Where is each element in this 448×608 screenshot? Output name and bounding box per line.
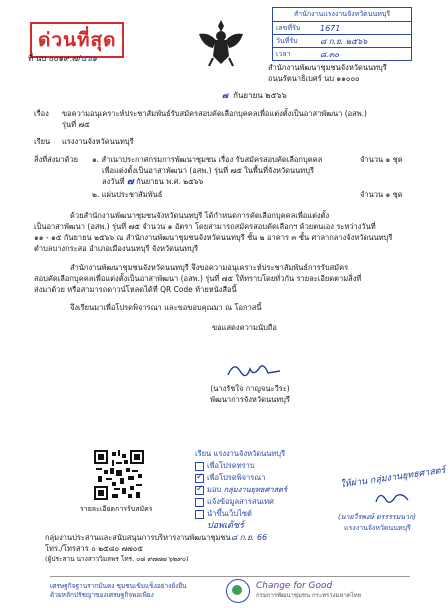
to-label: เรียน [34, 137, 51, 146]
enclosure-1-count: จำนวน ๑ ชุด [360, 155, 403, 164]
paragraph-2-line: ส่งมาด้วย หรือสามารถดาวน์โหลดได้ที่ QR Code ท้ายหนังสือนี้ [34, 285, 237, 294]
checkbox-icon [195, 510, 204, 519]
doc-number [28, 52, 97, 65]
garuda-emblem-icon [193, 14, 249, 70]
routing-option: แจ้งข้อมูลสารสนเทศ [195, 496, 287, 508]
paragraph-1-line: ตำบลบางกระสอ อำเภอเมืองนนทบุรี จังหวัดนนทบุรี [34, 244, 198, 253]
paragraph-2-line: สำนักงานพัฒนาชุมชนจังหวัดนนทบุรี จึงขอความอนุเคราะห์ประชาสัมพันธ์การรับสมัคร [70, 263, 349, 272]
routing-date: ๘ ก.ย. 66 [231, 533, 268, 542]
enclosure-1-line-1: ๑. สำเนาประกาศกรมการพัฒนาชุมชน เรื่อง รับสมัครสอบคัดเลือกบุคคล [92, 155, 323, 164]
checkbox-checked-icon [195, 474, 204, 483]
subject-line-2: รุ่นที่ ๗๕ [62, 120, 90, 129]
qr-code-icon [94, 450, 144, 500]
cdd-logo-icon [226, 579, 250, 603]
director-signature-icon [224, 357, 284, 383]
checkbox-icon [195, 462, 204, 471]
subject-line-1: ขอความอนุเคราะห์ประชาสัมพันธ์รับสมัครสอบคัดเลือกบุคคลเพื่อแต่งตั้งเป็นอาสาพัฒนา (อสพ.) [62, 109, 367, 118]
department-info: กลุ่มงานประสานและสนับสนุนการบริหารงานพัฒนาชุมชน โทร./โทรสาร ๐ ๒๕๘๐ ๗๗๐๕ (ผู้ประสาน นางสาววิมลพร โทร. ๐๘ ๙๗๗๗ ๖๒๙๐) [45, 533, 231, 563]
routing-to: เรียน แรงงานจังหวัดนนทบุรี [195, 449, 286, 458]
qr-label: รายละเอียดการรับสมัคร [80, 505, 153, 513]
checkbox-checked-icon [195, 486, 204, 495]
sender-address: สำนักงานพัฒนาชุมชนจังหวัดนนทบุรี ถนนรัตนาธิเบศร์ นบ ๑๑๐๐๐ [268, 63, 387, 83]
enclosure-1-line-2: เพื่อแต่งตั้งเป็นอาสาพัฒนา (อสพ.) รุ่นที่ ๗๕ ในพื้นที่จังหวัดนนทบุรี [102, 166, 315, 175]
enclosure-1-line-3: ลงวันที่ ๗ กันยายน พ.ศ. ๒๕๖๖ [102, 177, 204, 187]
enclosure-2: ๒. แผ่นประชาสัมพันธ์ [92, 190, 163, 199]
paragraph-1-line: ด้วยสำนักงานพัฒนาชุมชนจังหวัดนนทบุรี ได้กำหนดการคัดเลือกบุคคลเพื่อแต่งตั้ง [70, 211, 330, 220]
paragraph-1-line: เป็นอาสาพัฒนา (อสพ.) รุ่นที่ ๗๕ จำนวน ๑ อัตรา โดยสามารถสมัครสอบคัดเลือกฯ ด้วยตนเอง ระหว่างวันที่ [34, 222, 376, 231]
receipt-row: วันที่รับ ๘ ก.ย. ๒๕๖๖ [273, 35, 411, 48]
paragraph-1-line: ๑๑ - ๑๕ กันยายน ๒๕๖๖ ณ สำนักงานพัฒนาชุมชนจังหวัดนนทบุรี ชั้น ๒ อาคาร ๓ ชั้น ศาลากลางจังหวัดนนทบุรี [34, 233, 393, 242]
routing-option: นำขึ้นเว็บไซต์ [195, 508, 287, 520]
signer-position: พัฒนาการจังหวัดนนทบุรี [210, 395, 290, 404]
routing-signature: ปอพเด้ชร์ [207, 521, 244, 531]
checkbox-icon [195, 498, 204, 507]
regards: ขอแสดงความนับถือ [212, 323, 277, 332]
labor-officer-title: แรงงานจังหวัดนนทบุรี [344, 524, 411, 532]
recipient: แรงงานจังหวัดนนทบุรี [62, 137, 134, 146]
routing-stamp [195, 448, 287, 544]
routing-option: ✓มอบ กลุ่มงานยุทธศาสตร์ [195, 484, 287, 496]
receipt-stamp [272, 7, 412, 61]
urgent-stamp: ด่วนที่สุด [30, 22, 124, 58]
enclosures-label: สิ่งที่ส่งมาด้วย [34, 155, 79, 164]
doc-number-prefix: ที่ นบ ๐๐๑๙.๗/ [28, 54, 81, 63]
receipt-stamp-title: สำนักงานแรงงานจังหวัดนนทบุรี [273, 8, 411, 22]
doc-number-hand: ๔๖๑ [80, 54, 98, 63]
receipt-row: เลขที่รับ 1671 [273, 22, 411, 35]
subject-label: เรื่อง [34, 109, 49, 118]
routing-option: ✓เพื่อโปรดพิจารณา [195, 472, 287, 484]
enclosure-2-count: จำนวน ๑ ชุด [360, 190, 403, 199]
footer-slogan: เศรษฐกิจฐานรากมั่นคง ชุมชนเข้มแข็งอย่างยั่งยืน ด้วยหลักปรัชญาของเศรษฐกิจพอเพียง [50, 582, 187, 599]
closing-request: จึงเรียนมาเพื่อโปรดพิจารณา และขอขอบคุณมา ณ โอกาสนี้ [70, 303, 262, 312]
document-date: ๗ กันยายน ๒๕๖๖ [222, 91, 287, 100]
labor-officer-signature-icon [372, 488, 412, 510]
labor-officer-name: (นายวีรพงษ์ ตรรรรมนาก) [338, 513, 416, 521]
change-for-good-logo: Change for Good กรมการพัฒนาชุมชน กระทรวงมหาดไทย [256, 581, 362, 599]
receipt-row: เวลา ๘.๓๐ [276, 49, 340, 59]
routing-option: เพื่อโปรดทราบ [195, 460, 287, 472]
signer-name: (นางรัชใจ กาญจนะวีระ) [210, 384, 290, 393]
paragraph-2-line: สอบคัดเลือกบุคคลเพื่อแต่งตั้งเป็นอาสาพัฒนา (อสพ.) รุ่นที่ ๗๕ ให้ทราบโดยทั่วกัน รายละเอียดตามสิ่งที่ [34, 274, 362, 283]
handwritten-note: ให้ผ่าน กลุ่มงานยุทธศาสตร์ [339, 465, 447, 491]
footer-banner [50, 576, 410, 605]
